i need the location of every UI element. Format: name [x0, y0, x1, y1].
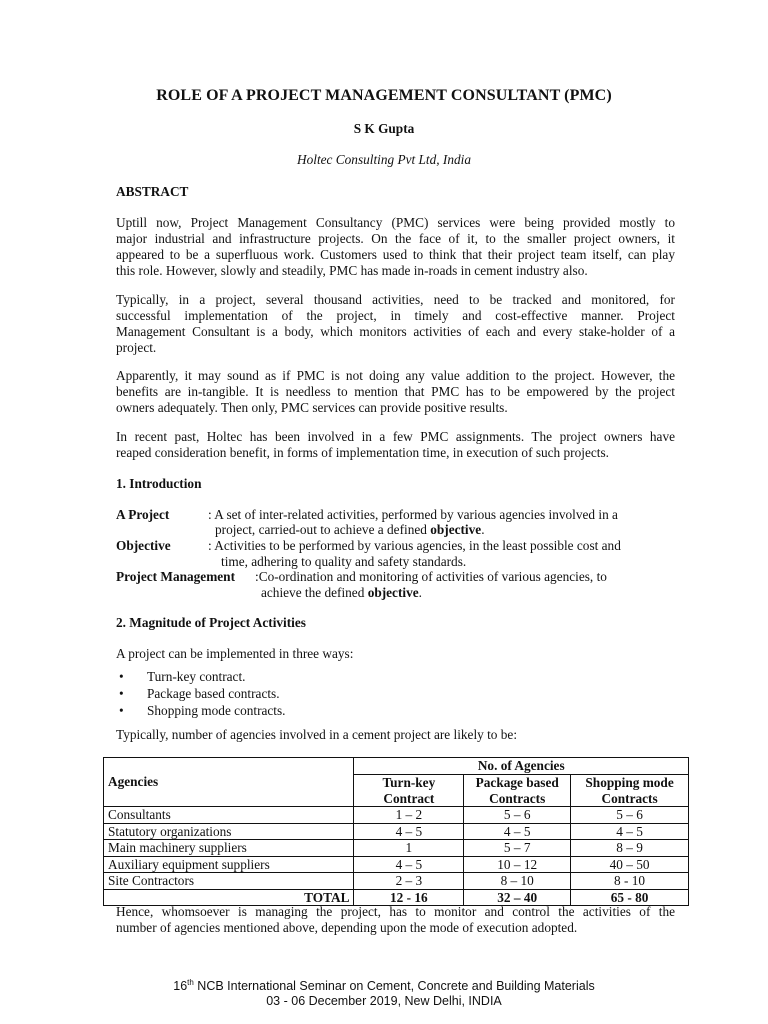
shopping-cell: 5 – 6 [571, 807, 689, 824]
definition-text-project-management: :Co-ordination and monitoring of activities of various agencies, to [255, 569, 607, 584]
list-item [116, 703, 676, 720]
list-item [116, 686, 676, 703]
paper-title: ROLE OF A PROJECT MANAGEMENT CONSULTANT (PMC) [156, 87, 612, 104]
agency-cell: Site Contractors [104, 873, 354, 890]
shopping-cell: 8 – 9 [571, 840, 689, 857]
agencies-table [103, 757, 689, 906]
abstract-paragraph-2 [116, 292, 675, 356]
footer-superscript: th [187, 977, 194, 987]
section-1-heading: 1. Introduction [116, 476, 202, 491]
header-line: Contract [383, 790, 435, 806]
text-line: major industrial and infrastructure projects. On the face of it, to the smaller project owners, it [116, 231, 675, 246]
total-turnkey: 12 - 16 [354, 889, 464, 906]
agency-cell: Auxiliary equipment suppliers [104, 856, 354, 873]
column-group-header: No. of Agencies [354, 758, 689, 775]
text-line: reaped consideration benefit, in forms of implementation time, in execution of such projects. [116, 445, 609, 460]
package-cell: 5 – 6 [464, 807, 571, 824]
table-header-row [104, 758, 689, 775]
text-line: Hence, whomsoever is managing the project, has to monitor and control the activities of the [116, 904, 675, 919]
after-table-paragraph [116, 904, 675, 936]
turnkey-cell: 1 – 2 [354, 807, 464, 824]
agency-cell: Main machinery suppliers [104, 840, 354, 857]
list-item-text: Shopping mode contracts. [147, 703, 286, 718]
text-fragment: project, carried-out to achieve a defined [215, 522, 431, 537]
definition-text-objective-cont: time, adhering to quality and safety standards. [221, 554, 467, 569]
definition-term-project-management: Project Management [116, 569, 236, 584]
shopping-cell: 40 – 50 [571, 856, 689, 873]
definition-text-project: : A set of inter-related activities, performed by various agencies involved in a [208, 507, 618, 522]
total-label: TOTAL [104, 889, 354, 906]
table-row [104, 823, 689, 840]
text-line: Uptill now, Project Management Consultancy (PMC) services were being provided mostly to [116, 215, 675, 230]
text-line: owners adequately. Then only, PMC services can provide positive results. [116, 400, 508, 415]
header-line: Package based [475, 775, 559, 790]
text-line: appeared to be a superfluous work. Customers used to think that their project team itself, can play [116, 247, 675, 262]
section-2-heading: 2. Magnitude of Project Activities [116, 615, 306, 630]
turnkey-cell: 4 – 5 [354, 823, 464, 840]
list-item-text: Package based contracts. [147, 686, 280, 701]
text-fragment: . [418, 585, 422, 600]
table-row [104, 873, 689, 890]
text-line: successful implementation of the project, in timely and cost-effective manner. Project [116, 308, 675, 323]
column-header-agencies: Agencies [104, 758, 354, 807]
text-line: In recent past, Holtec has been involved in a few PMC assignments. The project owners have [116, 429, 675, 444]
column-header-shopping [571, 775, 689, 807]
turnkey-cell: 4 – 5 [354, 856, 464, 873]
text-line: number of agencies mentioned above, depending upon the mode of execution adopted. [116, 920, 578, 935]
footer-seminar-name: NCB International Seminar on Cement, Concrete and Building Materials [193, 979, 595, 993]
turnkey-cell: 1 [354, 840, 464, 857]
package-cell: 5 – 7 [464, 840, 571, 857]
definition-text-objective: : Activities to be performed by various agencies, in the least possible cost and [208, 538, 621, 553]
footer-seminar-line [0, 979, 768, 994]
list-item [116, 669, 676, 686]
bullet-icon: • [119, 703, 124, 718]
text-line: Management Consultant is a body, which monitors activities of each and every stake-holder of a [116, 324, 675, 339]
table-row [104, 840, 689, 857]
agency-cell: Statutory organizations [104, 823, 354, 840]
text-line: Apparently, it may sound as if PMC is not doing any value addition to the project. However, the [116, 368, 675, 383]
table-row [104, 856, 689, 873]
definition-term-objective: Objective [116, 538, 171, 553]
text-line: benefits are in-tangible. It is needless to mention that PMC has to be empowered by the project [116, 384, 675, 399]
table-row [104, 807, 689, 824]
header-line: Turn-key [382, 775, 436, 790]
section-2-intro: A project can be implemented in three ways: [116, 646, 354, 661]
emphasis-objective: objective [367, 585, 419, 600]
text-line: project. [116, 340, 157, 355]
turnkey-cell: 2 – 3 [354, 873, 464, 890]
footer-date-line: 03 - 06 December 2019, New Delhi, INDIA [266, 994, 502, 1008]
definitions-list [116, 507, 676, 603]
package-cell: 10 – 12 [464, 856, 571, 873]
total-shopping: 65 - 80 [571, 889, 689, 906]
column-header-package [464, 775, 571, 807]
abstract-heading: ABSTRACT [116, 184, 189, 199]
list-item-text: Turn-key contract. [147, 669, 246, 684]
footer-number: 16 [173, 979, 188, 993]
text-fragment: . [481, 522, 485, 537]
total-package: 32 – 40 [464, 889, 571, 906]
text-line: Typically, in a project, several thousand activities, need to be tracked and monitored, for [116, 292, 675, 307]
abstract-paragraph-3 [116, 368, 675, 416]
abstract-paragraph-1 [116, 215, 675, 279]
column-header-turnkey [354, 775, 464, 807]
abstract-paragraph-4 [116, 429, 675, 461]
header-line: Contracts [489, 790, 546, 806]
bullet-icon: • [119, 686, 124, 701]
shopping-cell: 8 - 10 [571, 873, 689, 890]
header-line: Shopping mode [585, 775, 674, 790]
contract-types-list [116, 669, 676, 720]
agency-cell: Consultants [104, 807, 354, 824]
definition-text-project-cont [215, 522, 485, 538]
package-cell: 8 – 10 [464, 873, 571, 890]
table-intro: Typically, number of agencies involved in a cement project are likely to be: [116, 727, 518, 742]
author-name: S K Gupta [353, 121, 415, 136]
text-line: this role. However, slowly and steadily, PMC has made in-roads in cement industry also. [116, 263, 588, 278]
author-affiliation: Holtec Consulting Pvt Ltd, India [297, 152, 471, 167]
definition-text-project-management-cont [261, 585, 422, 601]
emphasis-objective: objective [430, 522, 482, 537]
bullet-icon: • [119, 669, 124, 684]
header-line: Contracts [601, 790, 658, 806]
package-cell: 4 – 5 [464, 823, 571, 840]
text-fragment: achieve the defined [261, 585, 368, 600]
shopping-cell: 4 – 5 [571, 823, 689, 840]
definition-term-project: A Project [116, 507, 170, 522]
